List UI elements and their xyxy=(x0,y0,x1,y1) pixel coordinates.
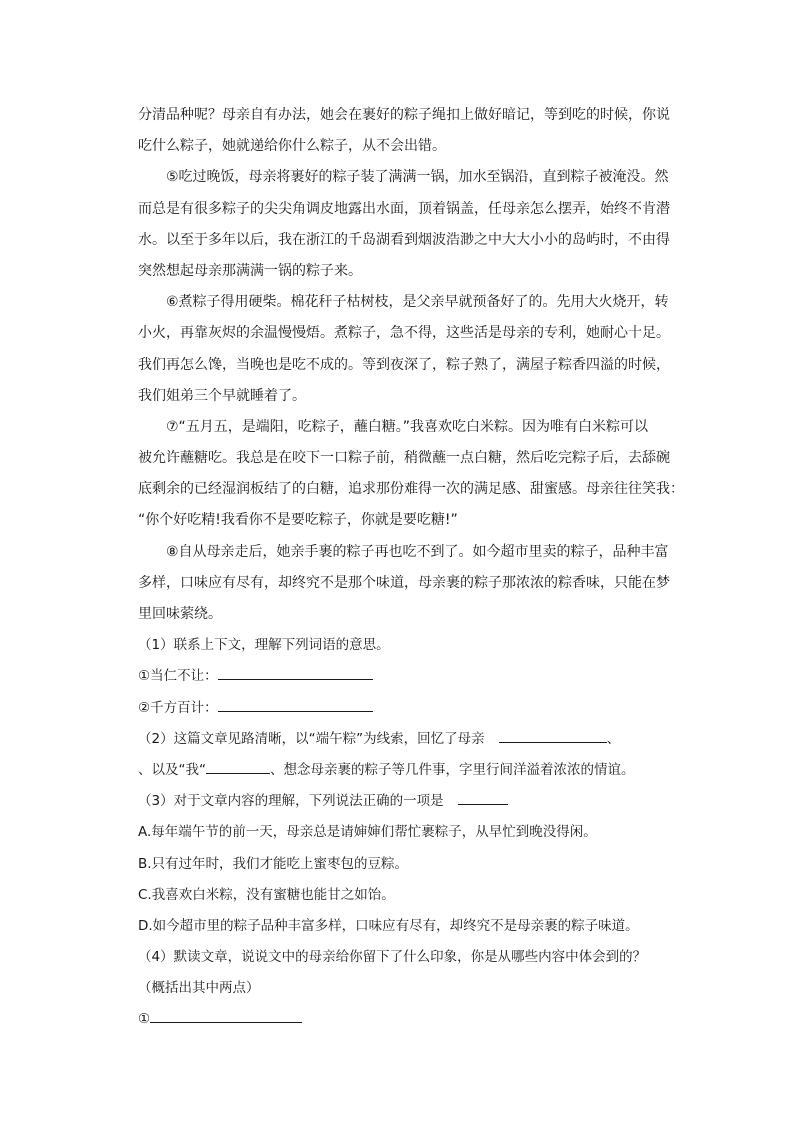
text-line: ⑦“五月五，是端阳，吃粽子，蘸白糖。”我喜欢吃白米粽。因为唯有白米粽可以 xyxy=(166,418,649,435)
answer-blank-1a[interactable] xyxy=(218,663,373,680)
text-line: 分清品种呢？母亲自有办法，她会在裹好的粽子绳扣上做好暗记，等到吃的时候，你说 xyxy=(138,107,670,123)
question-2-line-2 xyxy=(138,755,670,786)
text-line: ⑥煮粽子得用硬柴。棉花秆子枯树枝，是父亲早就预备好了的。先用大火烧开，转 xyxy=(166,294,669,311)
option-b[interactable]: B.只有过年时，我们才能吃上蜜枣包的豆粽。 xyxy=(138,855,409,872)
question-2 xyxy=(138,724,670,786)
paragraph-8 xyxy=(138,537,670,631)
question-4a xyxy=(138,1004,670,1035)
option-c[interactable]: C.我喜欢白米粽，没有蜜糖也能甘之如饴。 xyxy=(138,886,395,903)
text-line: 底剩余的已经湿润板结了的白糖，追求那份难得一次的满足感、甜蜜感。母亲往往笑我： xyxy=(138,481,684,498)
question-1b-label: ②千方百计： xyxy=(138,699,218,716)
text-line: 而总是有很多粽子的尖尖角调皮地露出水面，顶着锅盖，任母亲怎么摆弄，始终不肯潜 xyxy=(138,200,670,217)
question-1a-label: ①当仁不让： xyxy=(138,668,218,685)
question-2-text-b: 、想念母亲裹的粽子等几件事，字里行间洋溢着浓浓的情谊。 xyxy=(270,761,635,778)
question-1b xyxy=(138,693,670,724)
answer-blank-3[interactable] xyxy=(458,788,508,805)
answer-blank-4a[interactable] xyxy=(150,1006,302,1023)
text-line: “你个好吃精!我看你不是要吃粽子，你就是要吃糖!” xyxy=(138,512,458,529)
text-line: 我们姐弟三个早就睡着了。 xyxy=(138,387,306,404)
question-1 xyxy=(138,630,670,724)
text-line: 水。以至于多年以后，我在浙江的千岛湖看到烟波浩渺之中大大小小的岛屿时，不由得 xyxy=(138,231,670,248)
paragraph-4-continuation xyxy=(138,100,670,162)
question-4-stem: （4）默读文章，说说文中的母亲给你留下了什么印象，你是从哪些内容中体会到的？ xyxy=(138,949,647,966)
punctuation: 、 xyxy=(606,730,621,747)
question-2-stem: （2）这篇文章见路清晰，以“端午粽”为线索，回忆了母亲 xyxy=(138,730,485,747)
text-line: 被允许蘸糖吃。我总是在咬下一口粽子前，稍微蘸一点白糖，然后吃完粽子后，去舔碗 xyxy=(138,450,670,467)
text-line: 我们再怎么馋，当晚也是吃不成的。等到夜深了，粽子熟了，满屋子粽香四溢的时候， xyxy=(138,356,670,373)
answer-blank-1b[interactable] xyxy=(218,695,373,712)
question-4-hint: （概括出其中两点） xyxy=(138,980,260,997)
question-3-stem-line xyxy=(138,786,670,817)
question-4a-label: ① xyxy=(138,1011,151,1028)
text-line: 里回味萦绕。 xyxy=(138,606,222,622)
text-line: 小火，再靠灰烬的余温慢慢焐。煮粽子，急不得，这些活是母亲的专利，她耐心十足。 xyxy=(138,325,670,342)
question-3 xyxy=(138,786,670,942)
text-line: ⑤吃过晚饭，母亲将裹好的粽子装了满满一锅，加水至锅沿，直到粽子被淹没。然 xyxy=(166,169,669,186)
question-2-line-1 xyxy=(138,724,670,755)
text-line: 突然想起母亲那满满一锅的粽子来。 xyxy=(138,262,362,279)
text-line: 多样，口味应有尽有，却终究不是那个味道，母亲裹的粽子那浓浓的粽香味，只能在梦 xyxy=(138,574,670,591)
answer-blank-2b[interactable] xyxy=(206,757,270,774)
paragraph-7 xyxy=(138,412,684,537)
text-line: ⑧自从母亲走后，她亲手裹的粽子再也吃不到了。如今超市里卖的粽子，品种丰富 xyxy=(166,543,669,560)
document-body xyxy=(138,100,684,1036)
paragraph-5 xyxy=(138,162,670,287)
text-line: 吃什么粽子，她就递给你什么粽子，从不会出错。 xyxy=(138,138,446,155)
question-2-text-a: 、以及“我“ xyxy=(138,761,206,778)
question-1-stem: （1）联系上下文，理解下列词语的意思。 xyxy=(138,637,390,654)
option-d[interactable]: D.如今超市里的粽子品种丰富多样，口味应有尽有，却终究不是母亲裹的粽子味道。 xyxy=(138,917,639,934)
question-3-stem: （3）对于文章内容的理解，下列说法正确的一项是 xyxy=(138,793,444,810)
answer-blank-2a[interactable] xyxy=(499,726,607,743)
question-4 xyxy=(138,942,670,1036)
paragraph-6 xyxy=(138,287,670,412)
question-1a xyxy=(138,661,670,692)
option-a[interactable]: A.每年端午节的前一天，母亲总是请婶婶们帮忙裹粽子，从早忙到晚没得闲。 xyxy=(138,824,597,841)
